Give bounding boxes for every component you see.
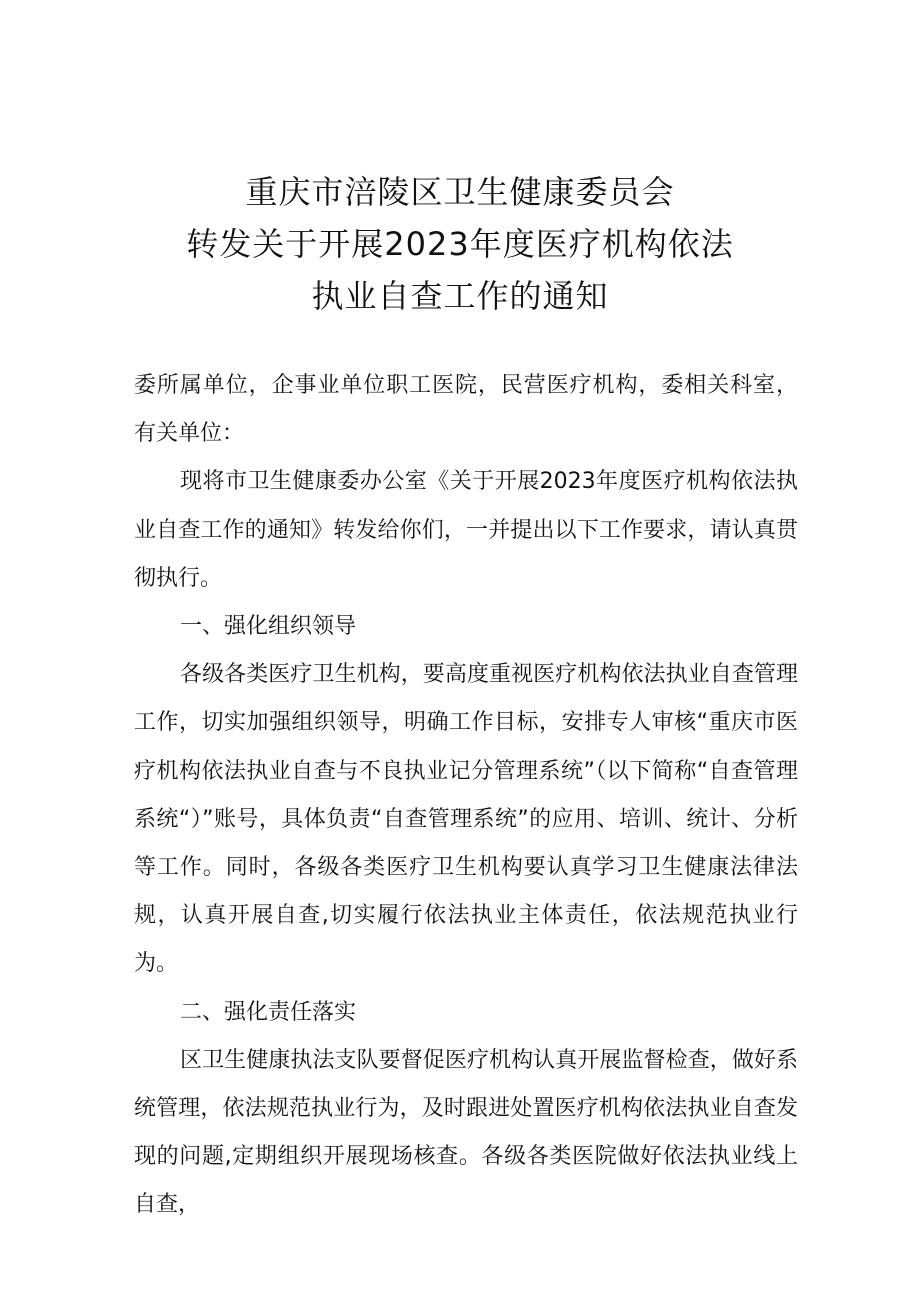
intro-paragraph: 现将市卫生健康委办公室《关于开展2023年度医疗机构依法执业自查工作的通知》转发给你们，一并提出以下工作要求，请认真贯彻执行。 — [134, 469, 798, 591]
section-2-body: 区卫生健康执法支队要督促医疗机构认真开展监督检查，做好系统管理，依法规范执业行为，及时跟进处置医疗机构依法执业自查发现的问题,定期组织开展现场核查。各级各类医院做好依法执业线上自查， — [134, 1047, 798, 1218]
title-line-1: 重庆市涪陵区卫生健康委员会 — [245, 173, 675, 211]
title-line-2: 转发关于开展2023年度医疗机构依法 — [186, 225, 734, 263]
document-body — [134, 362, 798, 1230]
section-1-body: 各级各类医疗卫生机构，要高度重视医疗机构依法执业自查管理工作，切实加强组织领导，明确工作目标，安排专人审核“重庆市医疗机构依法执业自查与不良执业记分管理系统”（以下简称“自查管理系统“）”账号，具体负责“自查管理系统”的应用、培训、统计、分析等工作。同时，各级各类医疗卫生机构要认真学习卫生健康法律法规，认真开展自查,切实履行依法执业主体责任，依法规范执业行为。 — [134, 662, 798, 977]
section-2-heading: 二、强化责任落实 — [180, 999, 357, 1025]
title-line-3: 执业自查工作的通知 — [311, 277, 609, 315]
salutation: 委所属单位，企事业单位职工医院，民营医疗机构，委相关科室， 有关单位： — [134, 373, 798, 447]
document-title — [0, 166, 920, 322]
section-1-heading: 一、强化组织领导 — [180, 614, 357, 640]
